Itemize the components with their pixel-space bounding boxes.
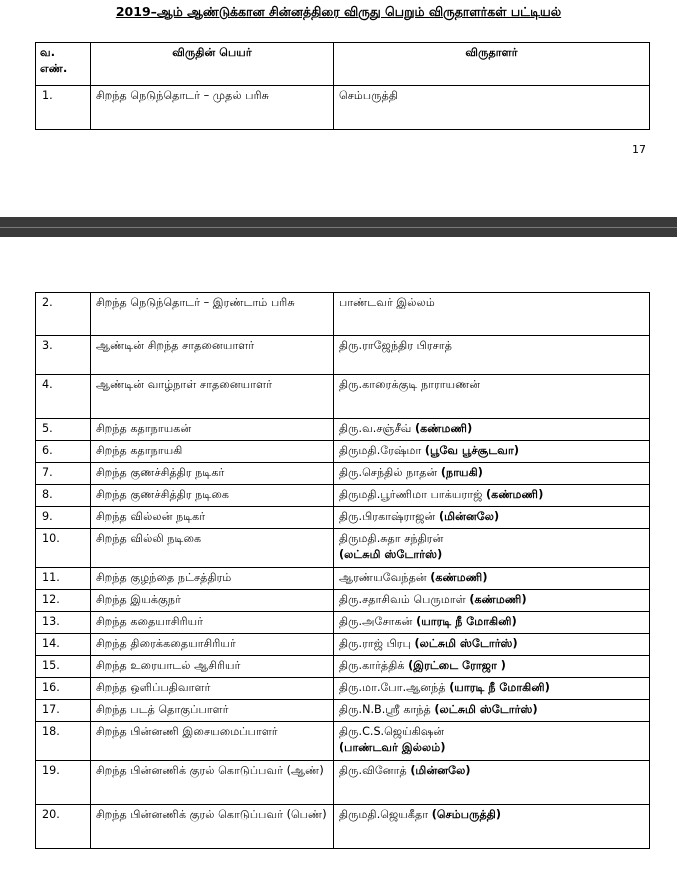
winner-cell xyxy=(334,86,650,130)
winner-name: ஆரண்யவேந்தன் xyxy=(339,571,431,584)
serial-number-cell: 9. xyxy=(36,507,91,529)
table-row xyxy=(36,634,650,656)
winner-name: திருமதி.ஜெயகீதா xyxy=(339,808,432,821)
table-row xyxy=(36,678,650,700)
award-name-cell: ஆண்டின் சிறந்த சாதனையாளர் xyxy=(91,336,334,375)
page-title: 2019–ஆம் ஆண்டுக்கான சின்னத்திரை விருது பெறும் விருதாளர்கள் பட்டியல் xyxy=(115,4,562,19)
award-name-cell: சிறந்த படத் தொகுப்பாளர் xyxy=(91,700,334,722)
winner-cell xyxy=(334,656,650,678)
table-row xyxy=(36,507,650,529)
winner-cell xyxy=(334,761,650,805)
winner-cell xyxy=(334,590,650,612)
serial-number-cell: 8. xyxy=(36,485,91,507)
table-row xyxy=(36,463,650,485)
table-row xyxy=(36,612,650,634)
winner-name: திரு.கார்த்திக் xyxy=(339,659,409,672)
winner-cell xyxy=(334,375,650,419)
award-name-cell: ஆண்டின் வாழ்நாள் சாதனையாளர் xyxy=(91,375,334,419)
winner-cell xyxy=(334,634,650,656)
serial-name: (லட்சுமி ஸ்டோர்ஸ்) xyxy=(339,548,443,561)
award-name-cell: சிறந்த ஒளிப்பதிவாளர் xyxy=(91,678,334,700)
serial-number-cell: 17. xyxy=(36,700,91,722)
award-name-cell: சிறந்த திரைக்கதையாசிரியர் xyxy=(91,634,334,656)
winner-name: திருமதி.ரேஷ்மா xyxy=(339,444,425,457)
serial-number-cell: 2. xyxy=(36,293,91,336)
serial-name: (மின்னலே) xyxy=(410,764,471,777)
award-name-cell: சிறந்த கதையாசிரியர் xyxy=(91,612,334,634)
winner-cell xyxy=(334,419,650,441)
serial-number-cell: 16. xyxy=(36,678,91,700)
winner-name: திரு.பிரகாஷ்ராஜன் xyxy=(339,510,439,523)
winner-cell xyxy=(334,612,650,634)
serial-name: (யாரடி நீ மோகினி) xyxy=(416,615,517,628)
table-row xyxy=(36,441,650,463)
serial-name: (நாயகி) xyxy=(440,466,483,479)
serial-number-cell: 18. xyxy=(36,722,91,761)
serial-number-cell: 3. xyxy=(36,336,91,375)
winner-cell xyxy=(334,463,650,485)
winner-cell xyxy=(334,529,650,568)
award-name-cell: சிறந்த வில்லி நடிகை xyxy=(91,529,334,568)
table-row xyxy=(36,722,650,761)
awards-table-page-1 xyxy=(35,42,650,130)
winner-name: திரு.வினோத் xyxy=(339,764,411,777)
serial-number-cell: 15. xyxy=(36,656,91,678)
table-row xyxy=(36,86,650,130)
winner-cell xyxy=(334,507,650,529)
serial-number-cell: 20. xyxy=(36,805,91,849)
award-name-cell: சிறந்த நெடுந்தொடர் – முதல் பரிசு xyxy=(91,86,334,130)
header-serial-number: வ. எண். xyxy=(36,43,91,86)
serial-number-cell: 13. xyxy=(36,612,91,634)
table-row xyxy=(36,590,650,612)
award-name-cell: சிறந்த வில்லன் நடிகர் xyxy=(91,507,334,529)
winner-name: திரு.C.S.ஜெய்கிஷன் xyxy=(339,725,445,738)
winner-name: திரு.செந்தில் நாதன் xyxy=(339,466,441,479)
winner-cell xyxy=(334,568,650,590)
serial-name: (செம்பருத்தி) xyxy=(431,808,502,821)
serial-name: (இரட்டை ரோஜா ) xyxy=(408,659,506,672)
award-name-cell: சிறந்த குணச்சித்திர நடிகர் xyxy=(91,463,334,485)
winner-name: திரு.ராஜேந்திர பிரசாத் xyxy=(339,339,452,352)
header-award-name: விருதின் பெயர் xyxy=(91,43,334,86)
table-row xyxy=(36,375,650,419)
winner-cell xyxy=(334,441,650,463)
serial-number-cell: 6. xyxy=(36,441,91,463)
award-name-cell: சிறந்த குணச்சித்திர நடிகை xyxy=(91,485,334,507)
header-winner: விருதாளர் xyxy=(334,43,650,86)
page-number: 17 xyxy=(632,143,646,156)
serial-name: (பாண்டவர் இல்லம்) xyxy=(339,741,446,754)
winner-name: திரு.சதாசிவம் பெருமாள் xyxy=(339,593,470,606)
serial-name: (கண்மணி) xyxy=(486,488,544,501)
winner-cell xyxy=(334,805,650,849)
serial-name: (யாரடி நீ மோகினி) xyxy=(449,681,550,694)
winner-cell xyxy=(334,722,650,761)
winner-name: திரு.N.B.ஸ்ரீ காந்த் xyxy=(339,703,435,716)
award-name-cell: சிறந்த இயக்குநர் xyxy=(91,590,334,612)
winner-name: திரு.மா.போ.ஆனந்த் xyxy=(339,681,450,694)
serial-number-cell: 5. xyxy=(36,419,91,441)
awards-table-page-2 xyxy=(35,292,650,849)
serial-number-cell: 10. xyxy=(36,529,91,568)
award-name-cell: சிறந்த கதாநாயகன் xyxy=(91,419,334,441)
serial-name: (லட்சுமி ஸ்டோர்ஸ்) xyxy=(434,703,538,716)
serial-number-cell: 7. xyxy=(36,463,91,485)
winner-cell xyxy=(334,485,650,507)
serial-number-cell: 19. xyxy=(36,761,91,805)
serial-name: (லட்சுமி ஸ்டோர்ஸ்) xyxy=(414,637,518,650)
winner-name: திரு.ராஜ் பிரபு xyxy=(339,637,415,650)
table-row xyxy=(36,761,650,805)
serial-name: (கண்மணி) xyxy=(430,571,488,584)
winner-cell xyxy=(334,293,650,336)
serial-name: (மின்னலே) xyxy=(438,510,500,523)
table-row xyxy=(36,805,650,849)
award-name-cell: சிறந்த கதாநாயகி xyxy=(91,441,334,463)
table-row xyxy=(36,700,650,722)
winner-cell xyxy=(334,336,650,375)
winner-name: திருமதி.சுதா சந்திரன் xyxy=(339,532,444,545)
winner-name: திரு.காரைக்குடி நாராயணன் xyxy=(339,378,481,391)
award-name-cell: சிறந்த நெடுந்தொடர் – இரண்டாம் பரிசு xyxy=(91,293,334,336)
serial-name: (கண்மணி) xyxy=(469,593,527,606)
serial-number-cell: 4. xyxy=(36,375,91,419)
winner-name: செம்பருத்தி xyxy=(339,89,399,102)
serial-number-cell: 11. xyxy=(36,568,91,590)
winner-cell xyxy=(334,678,650,700)
winner-name: திருமதி.பூர்ணிமா பாக்யராஜ் xyxy=(339,488,487,501)
table-row xyxy=(36,485,650,507)
award-name-cell: சிறந்த உரையாடல் ஆசிரியர் xyxy=(91,656,334,678)
table-header-row xyxy=(36,43,650,86)
award-name-cell: சிறந்த பின்னணிக் குரல் கொடுப்பவர் (பெண்) xyxy=(91,805,334,849)
table-row xyxy=(36,568,650,590)
winner-cell xyxy=(334,700,650,722)
winner-name: திரு.அசோகன் xyxy=(339,615,417,628)
award-name-cell: சிறந்த பின்னணிக் குரல் கொடுப்பவர் (ஆண்) xyxy=(91,761,334,805)
page-divider xyxy=(0,217,677,237)
serial-number-cell: 1. xyxy=(36,86,91,130)
winner-name: திரு.வ.சஞ்சீவ் xyxy=(339,422,416,435)
table-row xyxy=(36,336,650,375)
serial-name: (பூவே பூச்சூடவா) xyxy=(424,444,519,457)
serial-name: (கண்மணி) xyxy=(415,422,473,435)
award-name-cell: சிறந்த பின்னணி இசையமைப்பாளர் xyxy=(91,722,334,761)
table-row xyxy=(36,419,650,441)
table-row xyxy=(36,293,650,336)
serial-number-cell: 14. xyxy=(36,634,91,656)
serial-number-cell: 12. xyxy=(36,590,91,612)
winner-name: பாண்டவர் இல்லம் xyxy=(339,296,435,309)
table-row xyxy=(36,529,650,568)
table-row xyxy=(36,656,650,678)
award-name-cell: சிறந்த குழந்தை நட்சத்திரம் xyxy=(91,568,334,590)
